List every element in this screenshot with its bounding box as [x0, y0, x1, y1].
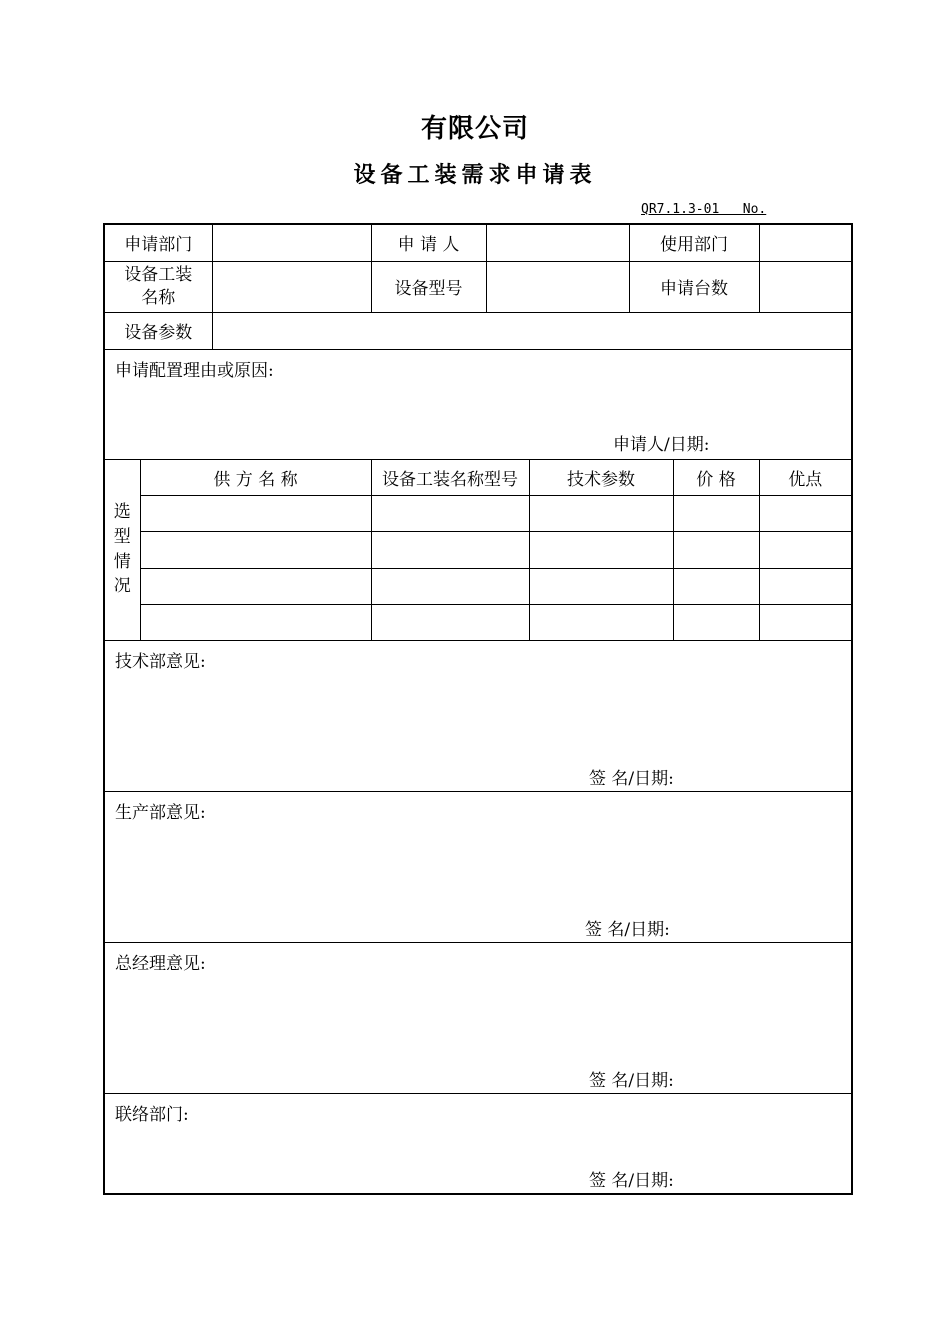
equipment-model-label: 设备型号 [371, 261, 486, 312]
supplier-cell[interactable] [140, 568, 371, 604]
department-label: 申请部门 [104, 224, 212, 261]
general-manager-opinion-label: 总经理意见: [115, 953, 206, 974]
table-row [104, 604, 852, 640]
price-cell[interactable] [673, 495, 759, 531]
equipment-model-input[interactable] [486, 261, 629, 312]
equipment-model-cell[interactable] [371, 531, 529, 568]
tech-params-cell[interactable] [529, 495, 673, 531]
tech-params-cell[interactable] [529, 568, 673, 604]
production-dept-opinion-section[interactable] [104, 791, 852, 942]
reason-section[interactable] [104, 349, 852, 459]
reason-signature-label: 申请人/日期: [613, 434, 710, 455]
form-title: 设备工装需求申请表 [353, 163, 597, 188]
column-header-price: 价 格 [673, 459, 759, 495]
equipment-name-label [104, 261, 212, 312]
supplier-cell[interactable] [140, 604, 371, 640]
applicant-input[interactable] [486, 224, 629, 261]
production-dept-opinion-label: 生产部意见: [115, 802, 206, 823]
tech-params-cell[interactable] [529, 604, 673, 640]
general-manager-opinion-section[interactable] [104, 942, 852, 1093]
tech-dept-opinion-label: 技术部意见: [115, 651, 206, 672]
advantages-cell[interactable] [759, 568, 852, 604]
user-department-label: 使用部门 [629, 224, 759, 261]
advantages-cell[interactable] [759, 531, 852, 568]
parameters-input[interactable] [212, 312, 852, 349]
company-name: 有限公司 [420, 114, 529, 144]
reason-label: 申请配置理由或原因: [115, 360, 274, 381]
supplier-cell[interactable] [140, 531, 371, 568]
table-row [104, 495, 852, 531]
general-manager-signature-label: 签 名/日期: [589, 1070, 674, 1091]
advantages-cell[interactable] [759, 495, 852, 531]
production-dept-signature-label: 签 名/日期: [585, 919, 670, 940]
application-form-table [103, 223, 853, 1195]
quantity-label: 申请台数 [629, 261, 759, 312]
tech-dept-signature-label: 签 名/日期: [589, 768, 674, 789]
price-cell[interactable] [673, 531, 759, 568]
equipment-model-cell[interactable] [371, 495, 529, 531]
selection-label [104, 459, 140, 640]
column-header-advantages: 优点 [759, 459, 852, 495]
user-department-input[interactable] [759, 224, 852, 261]
liaison-dept-label: 联络部门: [115, 1104, 189, 1125]
quantity-input[interactable] [759, 261, 852, 312]
document-code: QR7.1.3-01 No. [641, 202, 767, 217]
supplier-cell[interactable] [140, 495, 371, 531]
department-input[interactable] [212, 224, 371, 261]
applicant-label: 申 请 人 [371, 224, 486, 261]
advantages-cell[interactable] [759, 604, 852, 640]
equipment-model-cell[interactable] [371, 568, 529, 604]
price-cell[interactable] [673, 604, 759, 640]
equipment-name-input[interactable] [212, 261, 371, 312]
parameters-label: 设备参数 [104, 312, 212, 349]
liaison-dept-signature-label: 签 名/日期: [589, 1171, 674, 1191]
price-cell[interactable] [673, 568, 759, 604]
selection-label-text: 选型情况 [113, 502, 131, 597]
table-row [104, 531, 852, 568]
tech-dept-opinion-section[interactable] [104, 640, 852, 791]
column-header-tech-params: 技术参数 [529, 459, 673, 495]
equipment-model-cell[interactable] [371, 604, 529, 640]
column-header-supplier: 供 方 名 称 [140, 459, 371, 495]
table-row [104, 568, 852, 604]
tech-params-cell[interactable] [529, 531, 673, 568]
equipment-name-label-text: 设备工装名称 [124, 264, 193, 308]
liaison-dept-section[interactable] [104, 1093, 852, 1194]
column-header-equipment-model: 设备工装名称型号 [371, 459, 529, 495]
